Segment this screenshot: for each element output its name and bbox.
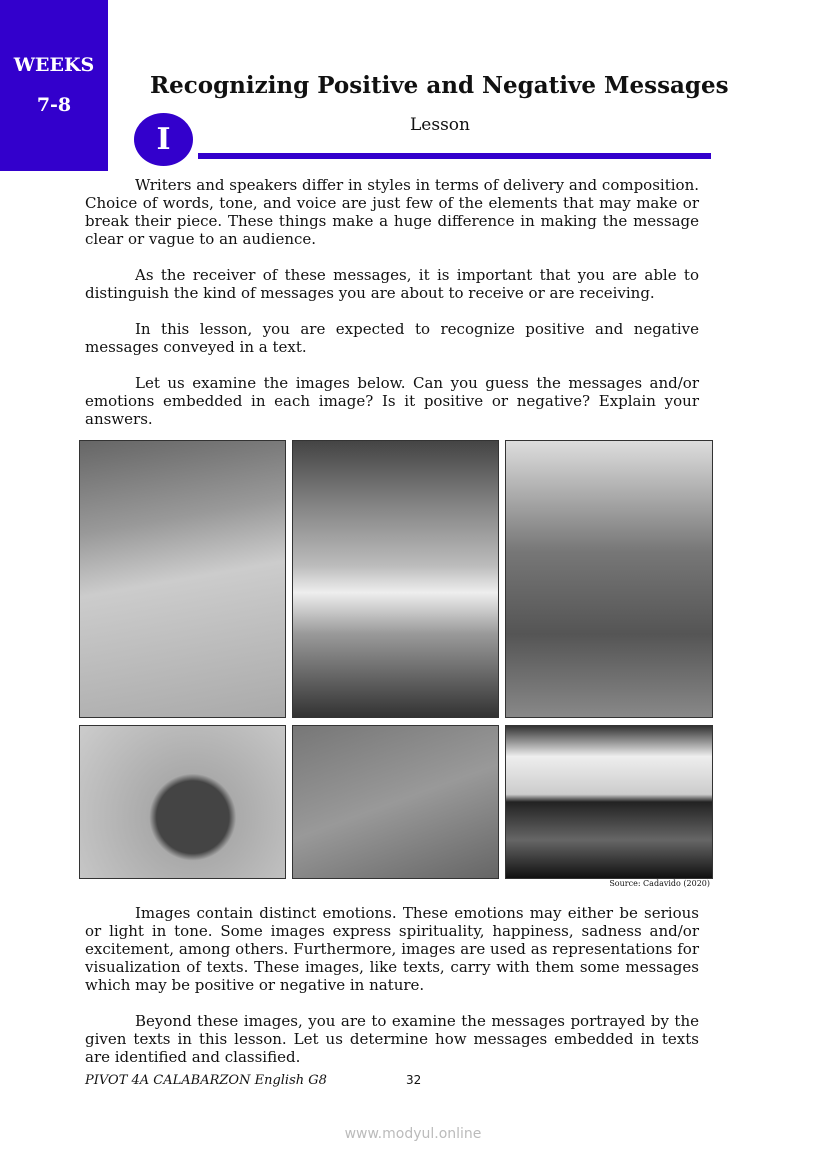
footer-title: PIVOT 4A CALABARZON English G8 xyxy=(85,1073,327,1088)
photo-zipline xyxy=(292,725,499,879)
paragraph-text: Let us examine the images below. Can you guess the messages and/or emotions embedded in each image? Is it positive or negative? Explain your answers. xyxy=(85,374,699,428)
paragraph xyxy=(85,904,699,994)
photo-sweeping xyxy=(79,440,286,718)
paragraph-text: Images contain distinct emotions. These emotions may either be serious or light in tone. Some images express spirituality, happiness, sadness and/or excitement, among others. Furthermore, images are used as representations for visualization of texts. These images, like texts, carry with them some messages which may be positive or negative in nature. xyxy=(85,904,699,994)
page-title: Recognizing Positive and Negative Messages xyxy=(150,72,729,99)
page-number: 32 xyxy=(406,1073,422,1087)
section-letter-badge: I xyxy=(134,113,193,166)
weeks-label: WEEKS xyxy=(13,54,95,76)
image-source: Source: Cadavido (2020) xyxy=(609,879,710,888)
weeks-range: 7-8 xyxy=(36,94,72,116)
paragraph xyxy=(85,1012,699,1066)
paragraph-text: Beyond these images, you are to examine the messages portrayed by the given texts in this lesson. Let us determine how messages embedded in texts are identified and classified. xyxy=(85,1012,699,1066)
paragraph xyxy=(85,176,699,248)
paragraph xyxy=(85,320,699,356)
photo-candles xyxy=(505,725,713,879)
paragraph xyxy=(85,374,699,428)
paragraph-text: As the receiver of these messages, it is important that you are able to distinguish the kind of messages you are about to receive or are receiving. xyxy=(85,266,699,302)
photo-walking-path xyxy=(505,440,713,718)
photo-sky xyxy=(292,440,499,718)
photo-bird xyxy=(79,725,286,879)
paragraph-text: In this lesson, you are expected to recognize positive and negative messages conveyed in a text. xyxy=(85,320,699,356)
paragraph-text: Writers and speakers differ in styles in terms of delivery and composition. Choice of words, tone, and voice are just few of the elements that may make or break their piece. These things make a huge difference in making the message clear or vague to an audience. xyxy=(85,176,699,248)
paragraph xyxy=(85,266,699,302)
weeks-badge xyxy=(0,0,108,171)
section-name: Lesson xyxy=(410,115,470,135)
watermark: www.modyul.online xyxy=(344,1126,482,1142)
section-divider xyxy=(198,153,711,159)
